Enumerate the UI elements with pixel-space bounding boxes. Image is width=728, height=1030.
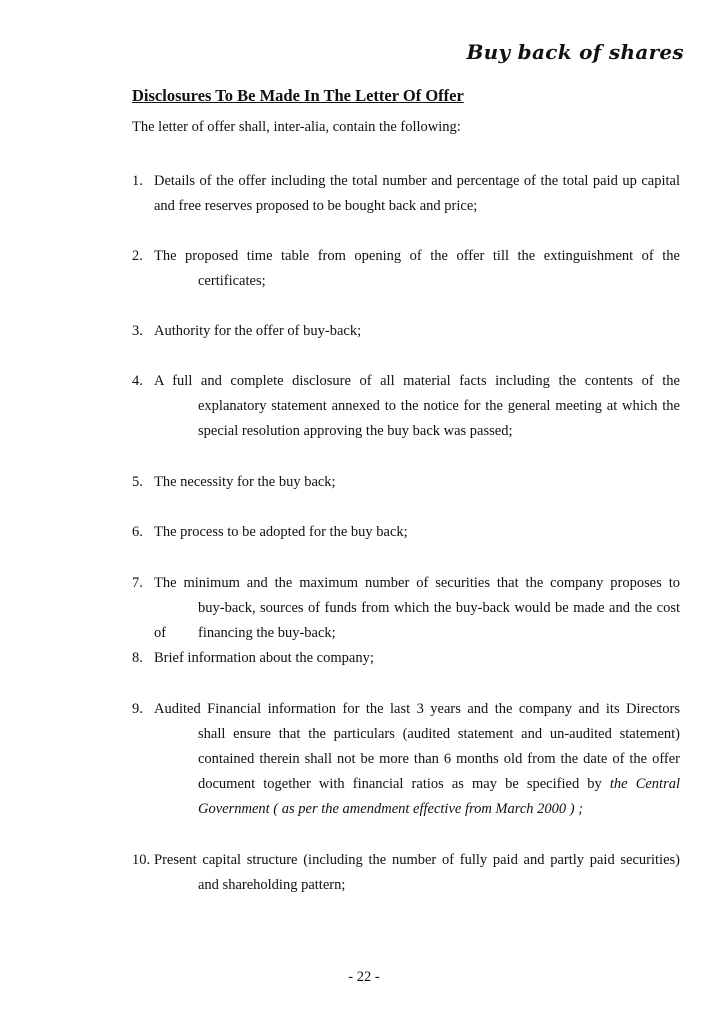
item-number: 4. [132, 373, 143, 389]
list-item-1 [132, 169, 680, 219]
item-line: Authority for the offer of buy-back; [154, 323, 362, 339]
item-line: certificates; [198, 273, 266, 289]
item-number: 9. [132, 701, 143, 717]
item-line: and shareholding pattern; [198, 877, 346, 893]
list-item-6 [132, 520, 680, 545]
item-line: contained therein shall not be more than 6 months old from the date of the offer [198, 751, 680, 767]
item-line-fragment: financing the buy-back; [198, 625, 336, 641]
list-item-8 [132, 646, 680, 671]
item-line: buy-back, sources of funds from which the buy-back would be made and the cost [198, 600, 680, 616]
item-line-fragment: document together with financial ratios as may be specified by [198, 776, 602, 792]
list-item-2 [132, 244, 680, 294]
item-number: 5. [132, 474, 143, 490]
item-line: The necessity for the buy back; [154, 474, 336, 490]
item-line-fragment: of [154, 625, 167, 641]
item-line: Present capital structure (including the number of fully paid and partly paid securities) [154, 852, 680, 868]
item-line-italic: Government ( as per the amendment effective from March 2000 ) ; [198, 801, 584, 817]
item-line: A full and complete disclosure of all material facts including the contents of the [154, 373, 680, 389]
item-line: explanatory statement annexed to the notice for the general meeting at which the [198, 398, 680, 414]
list-item-5 [132, 470, 680, 495]
item-number: 6. [132, 524, 143, 540]
item-number: 7. [132, 575, 143, 591]
list-item-4 [132, 369, 680, 444]
list-item-3 [132, 319, 680, 344]
item-line: Brief information about the company; [154, 650, 374, 666]
item-line-split [132, 621, 680, 646]
item-line: The minimum and the maximum number of securities that the company proposes to [154, 575, 680, 591]
item-line: Audited Financial information for the last 3 years and the company and its Directors [154, 701, 680, 717]
item-line: special resolution approving the buy back was passed; [198, 423, 513, 439]
item-number: 8. [132, 650, 143, 666]
list-item-7 [132, 571, 680, 646]
item-number: 10. [132, 852, 151, 868]
item-line: shall ensure that the particulars (audited statement and un-audited statement) [198, 726, 680, 742]
item-line: The process to be adopted for the buy back; [154, 524, 408, 540]
page-number: - 22 - [348, 969, 380, 985]
item-number: 2. [132, 248, 143, 264]
running-header: Buy back of shares [466, 40, 684, 64]
item-line: The proposed time table from opening of the offer till the extinguishment of the [154, 248, 680, 264]
item-line: and free reserves proposed to be bought back and price; [154, 198, 478, 214]
list-item-9 [132, 697, 680, 822]
item-number: 1. [132, 173, 143, 189]
intro-paragraph: The letter of offer shall, inter-alia, contain the following: [132, 119, 461, 135]
item-line-mixed [198, 772, 680, 797]
item-number: 3. [132, 323, 143, 339]
item-line: Details of the offer including the total number and percentage of the total paid up capital [154, 173, 680, 189]
section-title: Disclosures To Be Made In The Letter Of Offer [132, 86, 464, 105]
list-item-10 [132, 848, 680, 898]
item-line-fragment-italic: the Central [609, 776, 681, 792]
